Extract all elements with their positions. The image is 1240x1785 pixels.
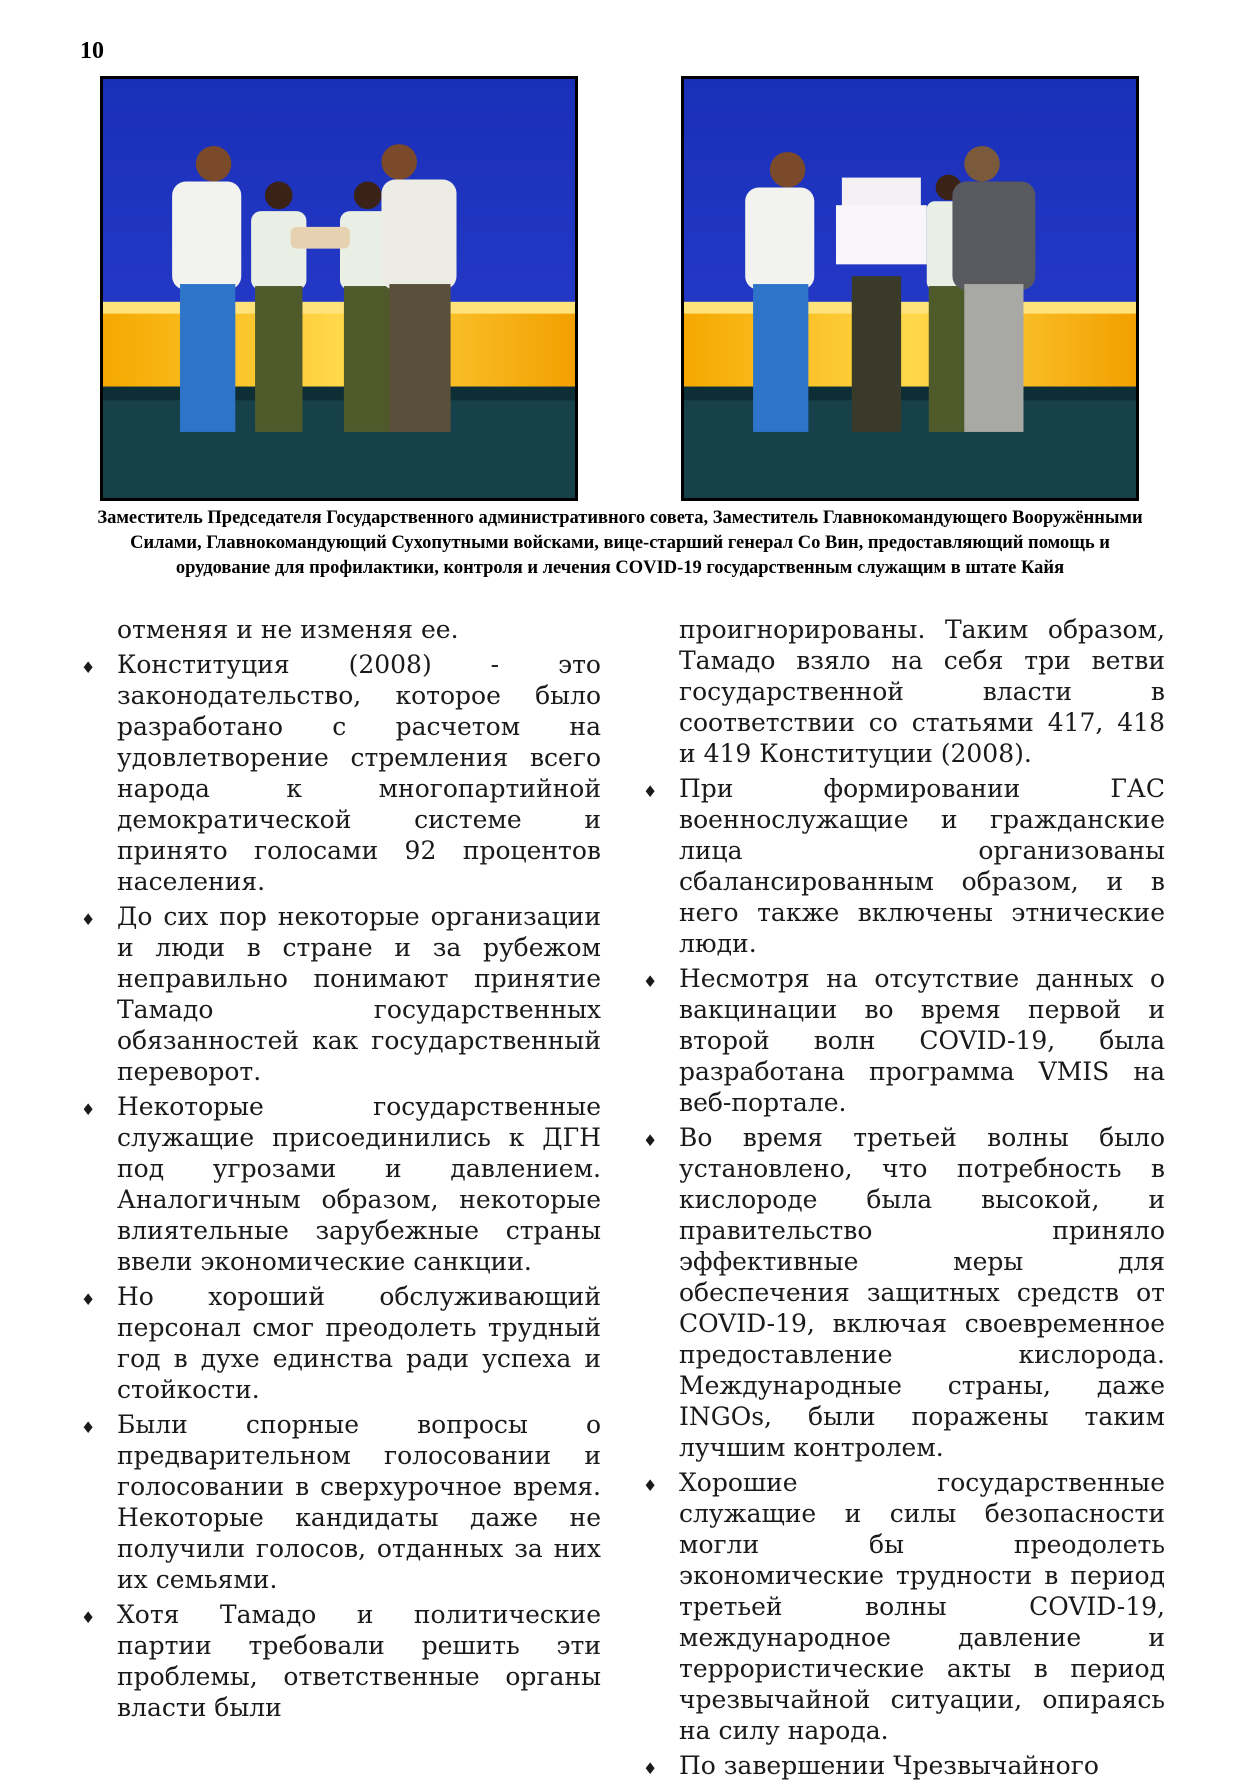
list-item: ♦ Но хороший обслуживающий персонал смог преодолеть трудный год в духе единства ради успеха и стойкости. (117, 1281, 601, 1405)
right-column (679, 614, 1165, 1785)
list-item: ♦ До сих пор некоторые организации и люди в стране и за рубежом неправильно понимают принятие Тамадо государственных обязанностей как государственный переворот. (117, 901, 601, 1087)
list-item: ♦ Некоторые государственные служащие присоединились к ДГН под угрозами и давлением. Аналогичным образом, некоторые влиятельные зарубежные страны ввели экономические санкции. (117, 1091, 601, 1277)
continuation-text: проигнорированы. Таким образом, Тамадо взяло на себя три ветви государственной власти в соответствии со статьями 417, 418 и 419 Конституции (2008). (679, 615, 1165, 768)
list-item: ♦ Несмотря на отсутствие данных о вакцинации во время первой и второй волн COVID-19, была разработана программа VMIS на веб-портале. (679, 963, 1165, 1118)
list-item: ♦ Конституция (2008) - это законодательство, которое было разработано с расчетом на удовлетворение стремления всего народа к многопартийной демократической системе и принято голосами 92 процентов населения. (117, 649, 601, 897)
list-item: ♦ При формировании ГАС военнослужащие и гражданские лица организованы сбалансированным образом, и в него также включены этнические люди. (679, 773, 1165, 959)
ceremony-photo-icon (684, 79, 1136, 498)
photo-caption: Заместитель Председателя Государственного административного совета, Заместитель Главнокомандующего Вооружёнными Силами, Главнокомандующий Сухопутными войсками, вице-старший генерал Со Вин, предоставляющий помощь и орудование для профилактики, контроля и лечения COVID-19 государственным служащим в штате Кайя (97, 508, 1143, 578)
ceremony-photo-icon (103, 79, 575, 498)
photo-left (100, 76, 578, 501)
continuation-text: отменяя и не изменяя ее. (117, 615, 459, 644)
list-item: ♦ Хотя Тамадо и политические партии требовали решить эти проблемы, ответственные органы власти были (117, 1599, 601, 1723)
photo-right (681, 76, 1139, 501)
list-item: ♦ Во время третьей волны было установлено, что потребность в кислороде была высокой, и правительство приняло эффективные меры для обеспечения защитных средств от COVID-19, включая своевременное предоставление кислорода. Международные страны, даже INGOs, были поражены таким лучшим контролем. (679, 1122, 1165, 1463)
list-item: ♦ Были спорные вопросы о предварительном голосовании и голосовании в сверхурочное время. Некоторые кандидаты даже не получили голосов, отданных за них их семьями. (117, 1409, 601, 1595)
page-number: 10 (80, 38, 104, 64)
left-column (117, 614, 601, 1727)
list-item: ♦ По завершении Чрезвычайного (679, 1750, 1165, 1781)
list-item: ♦ Хорошие государственные служащие и силы безопасности могли бы преодолеть экономические трудности в период третьей волны COVID-19, международное давление и террористические акты в период чрезвычайной ситуации, опираясь на силу народа. (679, 1467, 1165, 1746)
